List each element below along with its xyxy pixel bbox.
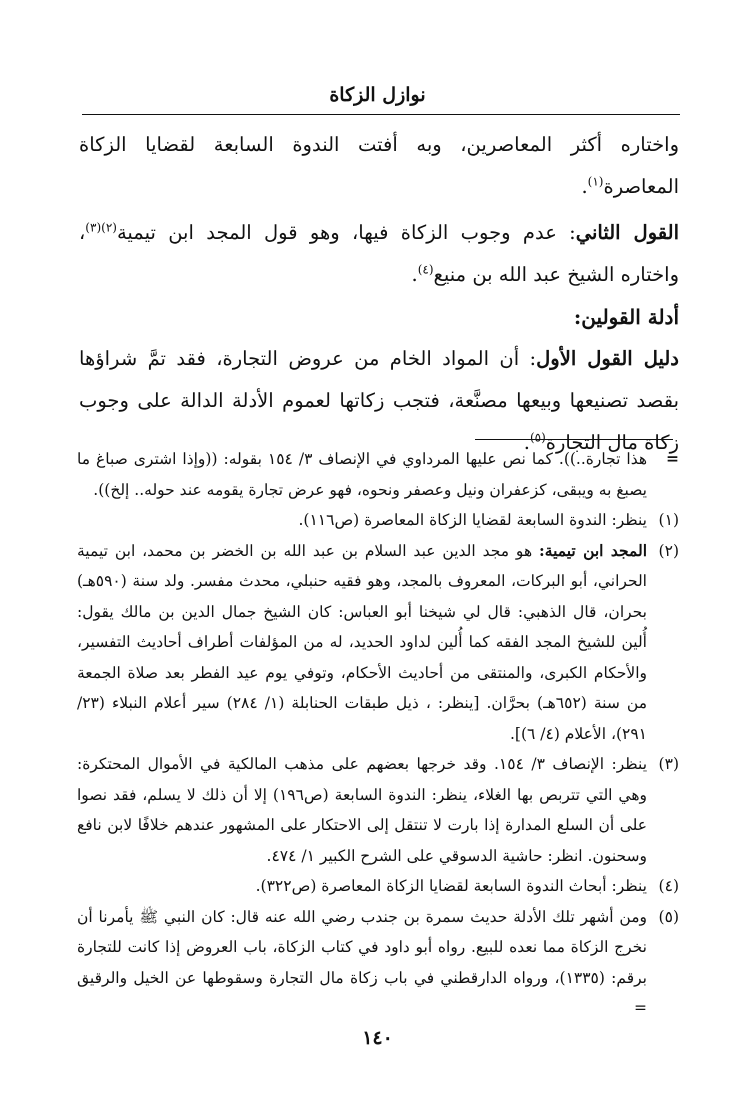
paragraph-lead: دليل القول الأول (536, 347, 679, 370)
footnote-5: (٥) ومن أشهر تلك الأدلة حديث سمرة بن جندب رضي الله عنه قال: كان النبي ﷺ يأمرنا أن نخرج الزكاة مما نعده للبيع. رواه أبو داود في كتاب الزكاة، باب العروض إذا كانت للتجارة برقم: (١٣٣٥)، ورواه الدارقطني في باب زكاة مال التجارة وسقوطها عن الخيل والرقيق = (77, 902, 679, 1024)
footnote-ref[interactable]: (٤) (417, 262, 434, 277)
footnote-number: (٢) (658, 541, 679, 560)
footnote-lead: المجد ابن تيمية: (539, 540, 647, 560)
footnotes (77, 444, 679, 1024)
main-text (79, 124, 679, 464)
continuation-mark: = (666, 449, 679, 468)
paragraph-lead: القول الثاني (575, 221, 679, 244)
footnote-continuation: = هذا تجارة..)). كما نص عليها المرداوي في الإنصاف ٣/ ١٥٤ بقوله: ((وإذا اشترى صباغ ما يصبغ به ويبقى، كزعفران ونيل وعصفر ونحوه، فهو عرض تجارة يقومه عند حوله.. إلخ)). (77, 444, 679, 505)
footnote-number: (٥) (658, 907, 679, 926)
running-head: نوازل الزكاة (329, 84, 426, 106)
footnote-ref[interactable]: (٢)(٣) (85, 220, 117, 235)
footnote-3: (٣) ينظر: الإنصاف ٣/ ١٥٤. وقد خرجها بعضهم على مذهب المالكية في الأموال المحتكرة: وهي التي تتربص بها الغلاء، ينظر: الندوة السابعة (ص١٩٦) إلا أن ذلك لا يسلم، فقد نصوا على أن السلع المدارة إذا بارت لا تنتقل إلى الاحتكار على المشهور عندهم خلافًا لابن نافع وسحنون. انظر: حاشية الدسوقي على الشرح الكبير ١/ ٤٧٤. (77, 749, 679, 871)
section-heading: أدلة القولين: (573, 305, 679, 329)
footnote-ref[interactable]: (١) (587, 174, 604, 189)
footnote-1: (١) ينظر: الندوة السابعة لقضايا الزكاة المعاصرة (ص١١٦). (77, 505, 679, 536)
footnote-ref[interactable]: (٥) (529, 430, 546, 445)
footnote-number: (٤) (658, 877, 679, 895)
footnote-2: (٢) المجد ابن تيمية: هو مجد الدين عبد السلام بن عبد الله بن الخضر بن محمد، ابن تيمية الحراني، أبو البركات، المعروف بالمجد، وهو فقيه حنبلي، محدث مفسر. ولد سنة (٥٩٠هـ) بحران، قال الذهبي: قال لي شيخنا أبو العباس: كان الشيخ جمال الدين بن مالك يقول: أُلين للشيخ المجد الفقه كما أُلين لداود الحديد، له من المؤلفات أطراف أحاديث التفسير، والأحكام الكبرى، والمنتقى من أحاديث الأحكام، وتوفي يوم عيد الفطر بعد صلاة الجمعة من سنة (٦٥٢هـ) بحرَّان. [ينظر: ، ذيل طبقات الحنابلة (١/ ٢٨٤) سير أعلام النبلاء (٢٣/ ٢٩١)، الأعلام (٤/ ٦)]. (77, 536, 679, 750)
paragraph-3: دليل القول الأول: أن المواد الخام من عروض التجارة، فقد تمَّ شراؤها بقصد تصنيعها وبيعها مصنَّعة، فتجب زكاتها لعموم الأدلة الدالة على وجوب زكاة مال التجارة$^{(٥)}$. (79, 347, 679, 454)
page-number: ١٤٠ (362, 1027, 393, 1049)
footnote-number: (٣) (658, 755, 679, 773)
footnote-separator (475, 439, 673, 440)
paragraph-2: القول الثاني: عدم وجوب الزكاة فيها، وهو قول المجد ابن تيمية$^{(٢)(٣)}$، واختاره الشيخ عبد الله بن منيع$^{(٤)}$. (79, 220, 679, 286)
footnote-4: (٤) ينظر: أبحاث الندوة السابعة لقضايا الزكاة المعاصرة (ص٣٢٢). (77, 871, 679, 902)
footnote-number: (١) (658, 511, 679, 529)
header-rule (82, 114, 680, 115)
paragraph-1: واختاره أكثر المعاصرين، وبه أفتت الندوة السابعة لقضايا الزكاة المعاصرة$^{(١)}$. (79, 133, 679, 198)
